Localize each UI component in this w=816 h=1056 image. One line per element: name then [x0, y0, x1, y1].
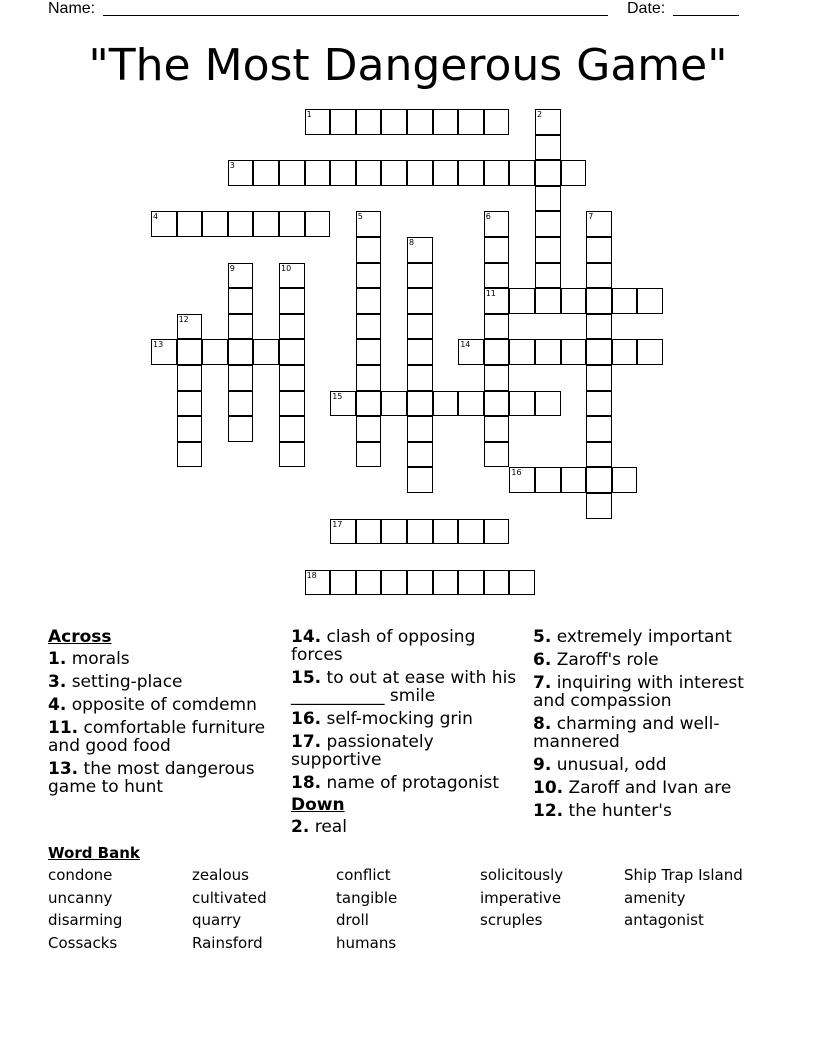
down-clue-list-cont	[533, 628, 765, 820]
clue-text: to out at ease with his ___________ smile	[291, 668, 517, 706]
clue-number-label: 11.	[48, 718, 79, 738]
word-bank-item: cultivated	[192, 888, 267, 907]
grid-cell[interactable]	[484, 211, 510, 237]
clue-number-label: 1.	[48, 649, 67, 669]
clue-item	[533, 802, 765, 820]
grid-cell[interactable]	[407, 467, 433, 493]
grid-cell[interactable]	[177, 211, 203, 237]
grid-cell[interactable]	[561, 288, 587, 314]
grid-cell[interactable]	[484, 314, 510, 340]
across-clue-list	[48, 650, 280, 796]
grid-cell[interactable]	[356, 160, 382, 186]
clue-text: opposite of comdemn	[66, 695, 257, 715]
clue-text: the hunter's	[563, 801, 672, 821]
grid-cell[interactable]	[458, 160, 484, 186]
grid-cell[interactable]	[228, 391, 254, 417]
clue-number-label: 15.	[291, 668, 322, 688]
grid-cell[interactable]	[484, 339, 510, 365]
grid-cell[interactable]	[407, 109, 433, 135]
grid-cell[interactable]	[561, 467, 587, 493]
clue-number-label: 4.	[48, 695, 67, 715]
grid-cell[interactable]	[228, 365, 254, 391]
grid-cell[interactable]	[305, 211, 331, 237]
clues-column-1	[48, 628, 280, 801]
clue-number: 9	[229, 263, 235, 273]
grid-cell[interactable]	[586, 339, 612, 365]
clues-column-3	[533, 628, 765, 825]
word-bank-title: Word Bank	[48, 844, 140, 862]
grid-cell[interactable]	[381, 391, 407, 417]
clue-text: inquiring with interest and compassion	[533, 673, 744, 711]
grid-cell[interactable]	[484, 442, 510, 468]
across-heading: Across	[48, 627, 112, 647]
grid-cell[interactable]	[407, 570, 433, 596]
clue-number-label: 9.	[533, 755, 552, 775]
clue-number-label: 18.	[291, 773, 322, 793]
grid-cell[interactable]	[279, 391, 305, 417]
grid-cell[interactable]	[228, 314, 254, 340]
grid-cell[interactable]	[356, 570, 382, 596]
clue-text: the most dangerous game to hunt	[48, 759, 255, 797]
grid-cell[interactable]	[330, 391, 356, 417]
grid-cell[interactable]	[228, 416, 254, 442]
clue-number-label: 17.	[291, 732, 322, 752]
grid-cell[interactable]	[356, 314, 382, 340]
clue-item	[533, 674, 765, 710]
grid-cell[interactable]	[458, 519, 484, 545]
grid-cell[interactable]	[279, 442, 305, 468]
clue-number: 6	[485, 212, 491, 222]
clue-text: charming and well-mannered	[533, 714, 720, 752]
grid-cell[interactable]	[356, 391, 382, 417]
clues-section	[48, 628, 768, 843]
grid-cell[interactable]	[484, 109, 510, 135]
down-heading: Down	[291, 795, 345, 815]
grid-cell[interactable]	[253, 339, 279, 365]
grid-cell[interactable]	[509, 288, 535, 314]
word-bank-item: solicitously	[480, 866, 564, 884]
clue-number: 8	[409, 238, 415, 247]
grid-cell[interactable]	[151, 211, 177, 237]
clue-number-label: 14.	[291, 627, 322, 647]
clue-number: 18	[306, 570, 317, 580]
grid-cell[interactable]	[228, 339, 254, 365]
grid-cell[interactable]	[305, 570, 331, 596]
word-bank-item: scruples	[480, 911, 543, 930]
grid-cell[interactable]	[535, 391, 561, 417]
clue-number-label: 7.	[533, 673, 552, 693]
grid-cell[interactable]	[330, 160, 356, 186]
date-label: Date:	[627, 0, 666, 17]
word-bank-item: Rainsford	[192, 934, 263, 953]
grid-cell[interactable]	[458, 109, 484, 135]
clue-number: 17	[332, 519, 343, 529]
grid-cell[interactable]	[407, 263, 433, 289]
clue-number-label: 16.	[291, 709, 322, 729]
grid-cell[interactable]	[561, 160, 587, 186]
grid-cell[interactable]	[279, 263, 305, 289]
word-bank-item: amenity	[624, 888, 686, 907]
grid-cell[interactable]	[433, 570, 459, 596]
clue-item	[291, 774, 523, 792]
clue-text: morals	[66, 649, 130, 669]
grid-cell[interactable]	[484, 365, 510, 391]
page-title: "The Most Dangerous Game"	[88, 40, 728, 91]
clue-text: self-mocking grin	[321, 709, 473, 729]
word-bank-item: Ship Trap Island	[624, 866, 743, 884]
grid-cell[interactable]	[484, 263, 510, 289]
grid-cell[interactable]	[381, 570, 407, 596]
clue-item	[291, 669, 523, 705]
grid-cell[interactable]	[509, 339, 535, 365]
word-bank-item: antagonist	[624, 911, 704, 930]
grid-cell[interactable]	[356, 263, 382, 289]
grid-cell[interactable]	[535, 339, 561, 365]
clue-item	[48, 673, 280, 691]
grid-cell[interactable]	[535, 467, 561, 493]
clue-number: 7	[588, 212, 594, 222]
grid-cell[interactable]	[509, 160, 535, 186]
grid-cell[interactable]	[535, 263, 561, 289]
grid-cell[interactable]	[484, 160, 510, 186]
grid-cell[interactable]	[484, 416, 510, 442]
grid-cell[interactable]	[637, 288, 663, 314]
clue-item	[533, 779, 765, 797]
clue-number-label: 8.	[533, 714, 552, 734]
clue-text: clash of opposing forces	[291, 627, 476, 665]
grid-cell[interactable]	[407, 442, 433, 468]
grid-cell[interactable]	[637, 339, 663, 365]
grid-cell[interactable]	[586, 416, 612, 442]
grid-cell[interactable]	[484, 570, 510, 596]
clue-number: 16	[511, 468, 522, 478]
clue-item	[533, 628, 765, 646]
word-bank-item: condone	[48, 866, 113, 884]
clue-number: 4	[153, 212, 159, 222]
grid-cell[interactable]	[458, 391, 484, 417]
grid-cell[interactable]	[253, 211, 279, 237]
grid-cell[interactable]	[535, 186, 561, 212]
grid-cell[interactable]	[202, 211, 228, 237]
grid-cell[interactable]	[433, 109, 459, 135]
grid-cell[interactable]	[356, 288, 382, 314]
grid-cell[interactable]	[381, 109, 407, 135]
grid-cell[interactable]	[177, 365, 203, 391]
grid-cell[interactable]	[356, 211, 382, 237]
clue-text: unusual, odd	[551, 755, 667, 775]
clue-number: 11	[485, 289, 496, 299]
grid-cell[interactable]	[509, 467, 535, 493]
grid-cell[interactable]	[535, 237, 561, 263]
word-bank-item: disarming	[48, 911, 123, 930]
clue-item	[291, 628, 523, 664]
clue-number-label: 3.	[48, 672, 67, 692]
grid-cell[interactable]	[561, 339, 587, 365]
grid-cell[interactable]	[279, 160, 305, 186]
clue-item	[533, 651, 765, 669]
grid-cell[interactable]	[279, 416, 305, 442]
grid-cell[interactable]	[151, 339, 177, 365]
grid-cell[interactable]	[586, 263, 612, 289]
clue-text: comfortable furniture and good food	[48, 718, 266, 756]
grid-cell[interactable]	[535, 160, 561, 186]
grid-cell[interactable]	[535, 135, 561, 161]
clue-item	[48, 719, 280, 755]
grid-cell[interactable]	[356, 442, 382, 468]
grid-cell[interactable]	[586, 365, 612, 391]
name-label: Name:	[48, 0, 96, 17]
clue-text: name of protagonist	[321, 773, 500, 793]
grid-cell[interactable]	[433, 160, 459, 186]
clue-text: extremely important	[551, 627, 732, 647]
grid-cell[interactable]	[177, 442, 203, 468]
clue-number: 13	[153, 340, 164, 350]
word-bank-item: zealous	[192, 866, 249, 884]
word-bank-item: humans	[336, 934, 397, 953]
grid-cell[interactable]	[586, 314, 612, 340]
clue-number: 15	[332, 391, 343, 401]
clue-item	[48, 696, 280, 714]
grid-cell[interactable]	[407, 339, 433, 365]
word-bank-item: quarry	[192, 911, 242, 930]
clue-item	[533, 756, 765, 774]
clue-number: 3	[229, 161, 235, 171]
grid-cell[interactable]	[356, 519, 382, 545]
across-clue-list-cont	[291, 628, 523, 792]
grid-cell[interactable]	[228, 211, 254, 237]
grid-cell[interactable]	[407, 391, 433, 417]
grid-cell[interactable]	[509, 391, 535, 417]
grid-cell[interactable]	[177, 339, 203, 365]
grid-cell[interactable]	[509, 570, 535, 596]
clue-number: 5	[357, 212, 363, 222]
grid-cell[interactable]	[407, 237, 433, 263]
clue-text: setting-place	[66, 672, 183, 692]
clue-text: Zaroff's role	[551, 650, 659, 670]
grid-cell[interactable]	[202, 339, 228, 365]
grid-cell[interactable]	[612, 288, 638, 314]
grid-cell[interactable]	[279, 339, 305, 365]
word-bank-item: uncanny	[48, 888, 113, 907]
clue-item	[48, 650, 280, 668]
grid-cell[interactable]	[433, 519, 459, 545]
grid-cell[interactable]	[484, 237, 510, 263]
word-bank-item: conflict	[336, 866, 391, 884]
clue-text: Zaroff and Ivan are	[563, 778, 732, 798]
clue-item	[291, 818, 523, 836]
down-clue-list	[291, 818, 523, 836]
clue-number: 10	[281, 263, 292, 273]
grid-cell[interactable]	[381, 519, 407, 545]
grid-cell[interactable]	[612, 467, 638, 493]
clue-text: passionately supportive	[291, 732, 434, 770]
grid-cell[interactable]	[177, 391, 203, 417]
grid-cell[interactable]	[177, 416, 203, 442]
clue-item	[533, 715, 765, 751]
grid-cell[interactable]	[381, 160, 407, 186]
grid-cell[interactable]	[253, 160, 279, 186]
grid-cell[interactable]	[330, 570, 356, 596]
clue-number: 12	[178, 314, 189, 324]
clue-number: 1	[306, 110, 312, 119]
grid-cell[interactable]	[356, 237, 382, 263]
grid-cell[interactable]	[407, 519, 433, 545]
clue-item	[48, 760, 280, 796]
clue-text: real	[309, 817, 347, 837]
grid-cell[interactable]	[586, 467, 612, 493]
grid-cell[interactable]	[458, 570, 484, 596]
grid-cell[interactable]	[305, 160, 331, 186]
clue-number-label: 10.	[533, 778, 564, 798]
grid-cell[interactable]	[407, 314, 433, 340]
grid-cell[interactable]	[586, 288, 612, 314]
word-bank-item: Cossacks	[48, 934, 118, 953]
word-bank	[48, 844, 788, 953]
grid-cell[interactable]	[535, 109, 561, 135]
grid-cell[interactable]	[586, 211, 612, 237]
clue-item	[291, 733, 523, 769]
word-bank-item: droll	[336, 911, 369, 930]
clue-number: 14	[460, 340, 471, 350]
grid-cell[interactable]	[356, 339, 382, 365]
grid-cell[interactable]	[586, 237, 612, 263]
grid-cell[interactable]	[586, 391, 612, 417]
grid-cell[interactable]	[535, 211, 561, 237]
grid-cell[interactable]	[586, 493, 612, 519]
clue-number-label: 2.	[291, 817, 310, 837]
word-bank-item: imperative	[480, 888, 562, 907]
grid-cell[interactable]	[279, 211, 305, 237]
clue-number-label: 5.	[533, 627, 552, 647]
clues-column-2	[291, 628, 523, 841]
grid-cell[interactable]	[484, 391, 510, 417]
grid-cell[interactable]	[356, 109, 382, 135]
clue-item	[291, 710, 523, 728]
grid-cell[interactable]	[484, 288, 510, 314]
grid-cell[interactable]	[407, 416, 433, 442]
grid-cell[interactable]	[330, 109, 356, 135]
clue-number-label: 12.	[533, 801, 564, 821]
grid-cell[interactable]	[407, 160, 433, 186]
grid-cell[interactable]	[586, 442, 612, 468]
grid-cell[interactable]	[356, 416, 382, 442]
grid-cell[interactable]	[279, 288, 305, 314]
grid-cell[interactable]	[305, 109, 331, 135]
grid-cell[interactable]	[228, 263, 254, 289]
grid-cell[interactable]	[407, 288, 433, 314]
grid-cell[interactable]	[535, 288, 561, 314]
grid-cell[interactable]	[228, 288, 254, 314]
grid-cell[interactable]	[407, 365, 433, 391]
grid-cell[interactable]	[356, 365, 382, 391]
clue-number-label: 13.	[48, 759, 79, 779]
word-bank-item: tangible	[336, 888, 398, 907]
grid-cell[interactable]	[484, 519, 510, 545]
grid-cell[interactable]	[279, 365, 305, 391]
grid-cell[interactable]	[433, 391, 459, 417]
grid-cell[interactable]	[177, 314, 203, 340]
grid-cell[interactable]	[330, 519, 356, 545]
grid-cell[interactable]	[279, 314, 305, 340]
grid-cell[interactable]	[612, 339, 638, 365]
grid-cell[interactable]	[228, 160, 254, 186]
grid-cell[interactable]	[458, 339, 484, 365]
clue-number: 2	[537, 110, 543, 119]
clue-number-label: 6.	[533, 650, 552, 670]
